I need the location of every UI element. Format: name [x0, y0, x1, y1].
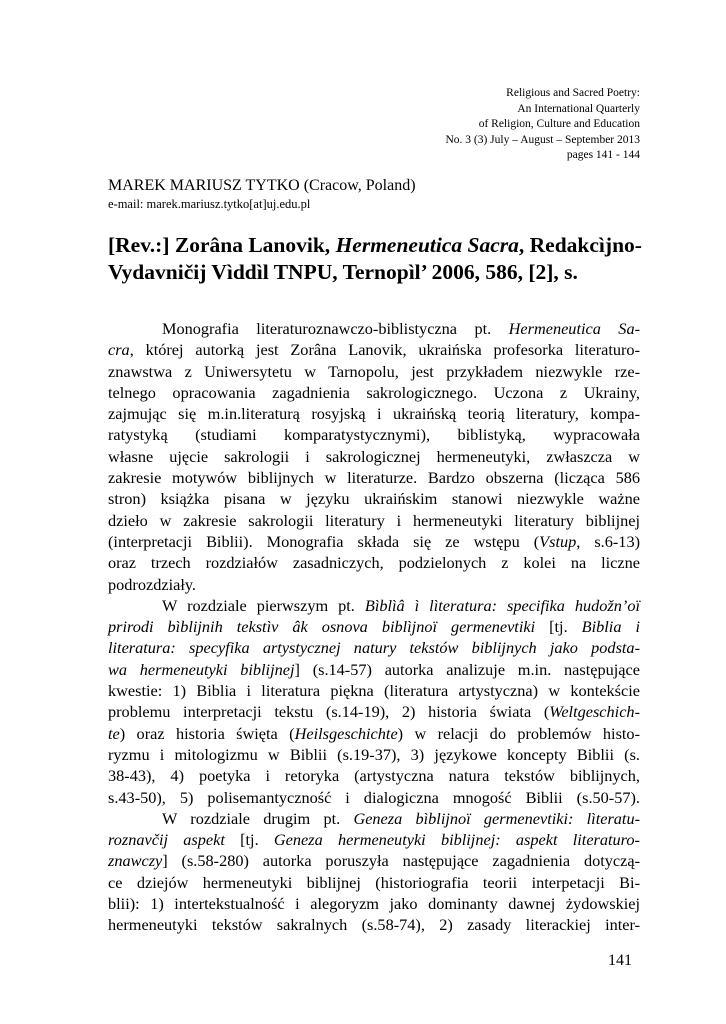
body-line: oraz trzech rozdziałów zasadniczych, podzielonych z kolei na liczne	[108, 553, 640, 573]
body-line: roznavčij aspekt [tj. Geneza hermeneutyki biblijnej: aspekt literaturo-	[108, 830, 640, 850]
body-line: problemu interpretacji tekstu (s.14-19), 2) historia świata (Weltgeschich-	[108, 702, 640, 722]
article-title	[108, 232, 648, 286]
title-line-2: Vydavničij Vìddìl TNPU, Ternopìl’ 2006, 586, [2], s.	[108, 260, 578, 284]
body-line: (interpretacji Biblii). Monografia składa się ze wstępu (Vstup, s.6-13)	[108, 531, 641, 551]
body-line: 38-43), 4) poetyka i retoryka (artystyczna natura tekstów biblijnych,	[108, 766, 640, 786]
body-line: W rozdziale pierwszym pt. Bìblìâ ì lìteratura: specifika hudožn’oï	[162, 595, 640, 615]
body-line: prirodi bìblijnih tekstìv âk osnova biblìjnoï germenevtiki [tj. Biblia i	[108, 617, 640, 637]
body-line: hermeneutyki tekstów sakralnych (s.58-74), 2) zasady literackiej inter-	[108, 915, 640, 935]
title-part-3: , Redakcìjno-	[518, 233, 642, 257]
body-line: s.43-50), 5) polisemantyczność i dialogiczna mnogość Biblii (s.50-57).	[108, 787, 640, 807]
journal-title: Religious and Sacred Poetry:	[506, 87, 640, 99]
body-line: ce dziejów hermeneutyki biblijnej (historiografia teorii interpetacji Bi-	[108, 872, 640, 892]
body-line: ryzmu i mitologizmu w Biblii (s.19-37), 3) językowe koncepty Biblii (s.	[108, 744, 640, 764]
body-line: cra, której autorką jest Zorâna Lanovik, ukraińska profesorka literaturo-	[108, 340, 640, 360]
journal-header	[320, 86, 640, 164]
title-line-1	[108, 232, 648, 259]
body-line: podrozdziały.	[108, 574, 197, 594]
body-line: wa hermeneutyki biblijnej] (s.14-57) autorka analizuje m.in. następujące	[108, 659, 640, 679]
body-line: W rozdziale drugim pt. Geneza bìblijnoï germenevtiki: lìteratu-	[162, 808, 641, 828]
page-number: 141	[608, 952, 632, 969]
body-line: Monografia literaturoznawczo-biblistyczna pt. Hermeneutica Sa-	[162, 319, 641, 338]
body-line: literatura: specyfika artystycznej natury tekstów biblijnych jako podsta-	[108, 638, 640, 658]
body-line: te) oraz historia święta (Heilsgeschichte) w relacji do problemów histo-	[108, 723, 640, 743]
body-line: telnego opracowania zagadnienia sakrologicznego. Uczona z Ukrainy,	[108, 382, 640, 402]
body-line: ratystyką (studiami komparatystycznymi), biblistyką, wypracowała	[108, 425, 640, 445]
body-line: znawstwa z Uniwersytetu w Tarnopolu, jest przykładem niezwykle rze-	[108, 361, 640, 381]
body-line: kwestie: 1) Biblia i literatura piękna (literatura artystyczna) w kontekście	[108, 681, 640, 701]
body-line: własne ujęcie sakrologii i sakrologicznej hermeneutyki, zwłaszcza w	[108, 446, 640, 466]
body-line: zajmując się m.in.literaturą rosyjską i ukraińską teorią literatury, kompa-	[108, 404, 640, 424]
body-line: znawczy] (s.58-280) autorka poruszyła następujące zagadnienia dotyczą-	[108, 851, 640, 871]
journal-subtitle-2: of Religion, Culture and Education	[478, 118, 640, 130]
body-line: zakresie motywów biblijnych w literaturze. Bardzo obszerna (licząca 586	[108, 468, 640, 488]
body-line: blii): 1) intertekstualność i alegoryzm jako dominanty dawnej żydowskiej	[108, 894, 640, 914]
author-block	[108, 176, 416, 212]
author-email: e-mail: marek.mariusz.tytko[at]uj.edu.pl	[108, 197, 311, 211]
body-line: dzieło w zakresie sakrologii literatury i hermeneutyki literatury biblijnej	[108, 510, 640, 530]
author-name: MAREK MARIUSZ TYTKO (Cracow, Poland)	[108, 177, 416, 194]
article-body	[108, 318, 640, 936]
title-part-1: [Rev.:] Zorâna Lanovik,	[108, 233, 336, 257]
title-italic: Hermeneutica Sacra	[335, 233, 519, 257]
journal-issue: No. 3 (3) July – August – September 2013	[445, 133, 640, 146]
body-line: stron) książka pisana w języku ukraińskim stanowi niezwykle ważne	[108, 489, 640, 509]
journal-pages: pages 141 - 144	[566, 149, 640, 161]
journal-subtitle: An International Quarterly	[517, 102, 640, 115]
